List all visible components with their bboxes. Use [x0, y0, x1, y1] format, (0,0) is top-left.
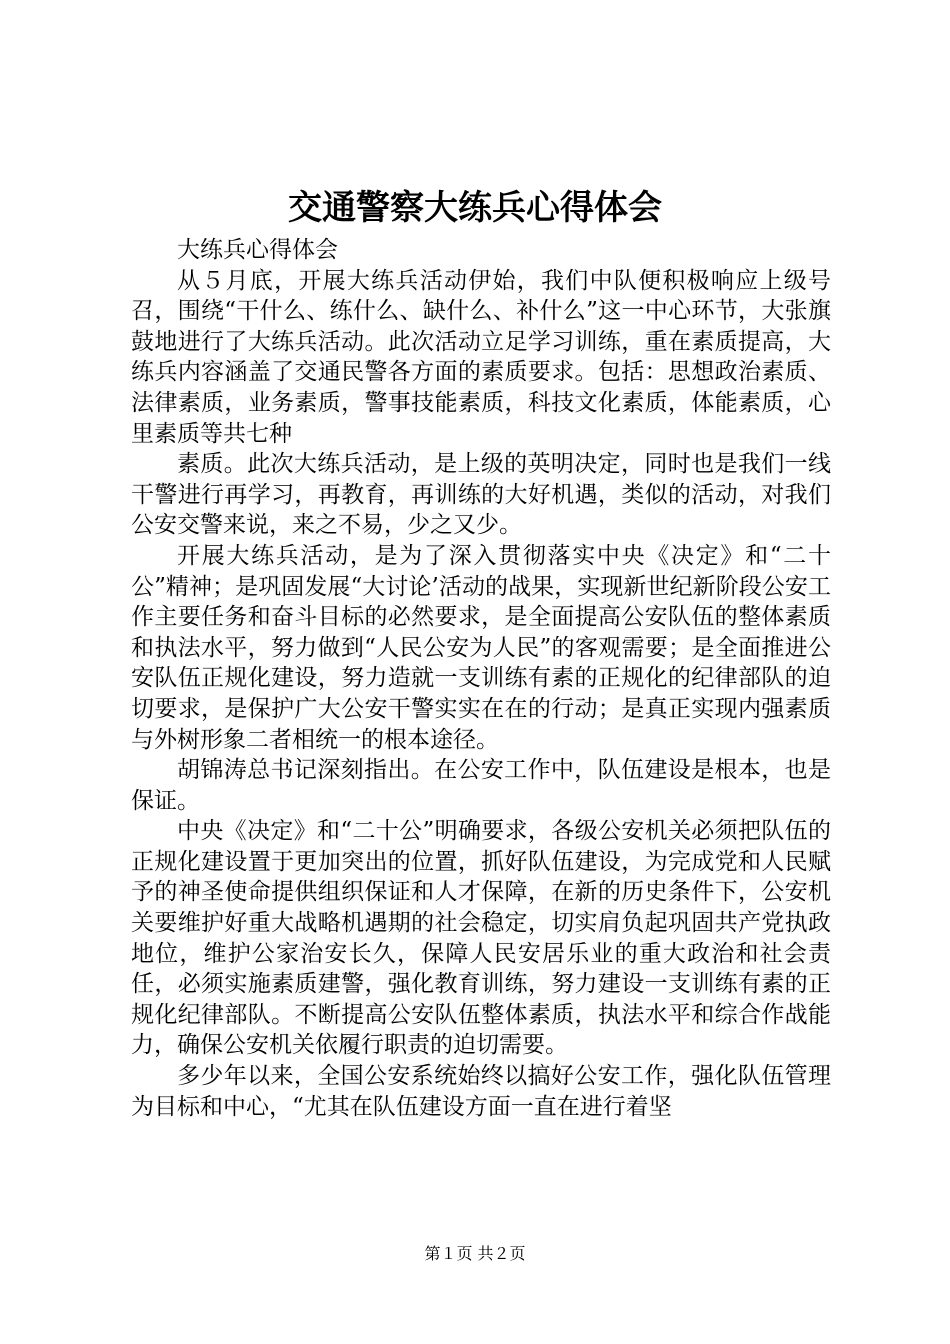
document-subtitle: 大练兵心得体会	[177, 237, 338, 263]
paragraph: 开展大练兵活动，是为了深入贯彻落实中央《决定》和“二十公”精神；是巩固发展“大讨论’活动的战果，实现新世纪新阶段公安工作主要任务和奋斗目标的必然要求，是全面提高公安队伍的整体素质和执法水平，努力做到“人民公安为人民”的客观需要；是全面推进公安队伍正规化建设，努力造就一支训练有素的正规化的纪律部队的迫切要求，是保护广大公安干警实实在在的行动；是真正实现内强素质与外树形象二者相统一的根本途径。	[131, 542, 831, 753]
document-title: 交通警察大练兵心得体会	[288, 188, 662, 228]
document-body	[131, 235, 831, 1122]
paragraph: 素质。此次大练兵活动，是上级的英明决定，同时也是我们一线干警进行再学习，再教育，再训练的大好机遇，类似的活动，对我们公安交警来说，来之不易，少之又少。	[131, 451, 831, 539]
page-number-footer: 第１页 共２页	[424, 1244, 526, 1263]
paragraph: 胡锦涛总书记深刻指出。在公安工作中，队伍建设是根本，也是保证。	[131, 757, 831, 814]
paragraph: 中央《决定》和“二十公”明确要求，各级公安机关必须把队伍的正规化建设置于更加突出的位置，抓好队伍建设，为完成党和人民赋予的神圣使命提供组织保证和人才保障，在新的历史条件下，公安机关要维护好重大战略机遇期的社会稳定，切实肩负起巩固共产党执政地位，维护公家治安长久，保障人民安居乐业的重大政治和社会责任，必须实施素质建警，强化教育训练，努力建设一支训练有素的正规化纪律部队。不断提高公安队伍整体素质，执法水平和综合作战能力，确保公安机关依履行职责的迫切需要。	[131, 818, 831, 1059]
paragraph: 多少年以来，全国公安系统始终以搞好公安工作，强化队伍管理为目标和中心，“尤其在队伍建设方面一直在进行着坚	[131, 1063, 831, 1120]
paragraph: 从５月底，开展大练兵活动伊始，我们中队便积极响应上级号召，围绕“干什么、练什么、缺什么、补什么”这一中心环节，大张旗鼓地进行了大练兵活动。此次活动立足学习训练，重在素质提高，大练兵内容涵盖了交通民警各方面的素质要求。包括：思想政治素质、法律素质，业务素质，警事技能素质，科技文化素质，体能素质，心里素质等共七种	[131, 267, 831, 447]
